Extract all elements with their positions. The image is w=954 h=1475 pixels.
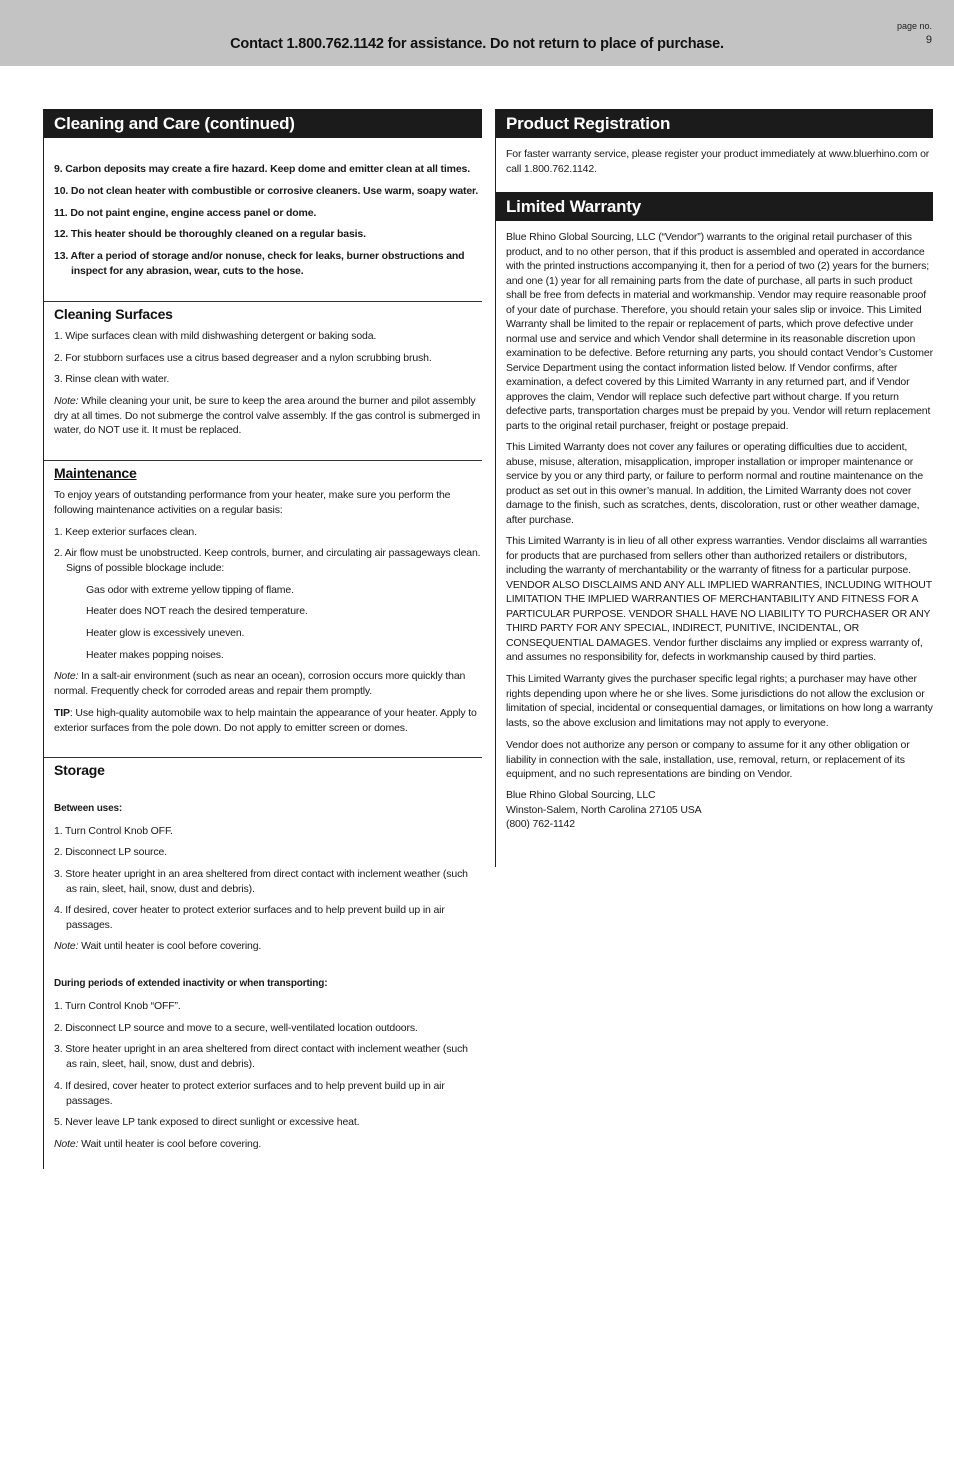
warranty-paragraph-5: Vendor does not authorize any person or company to assume for it any other obligation or liability in connection with the sale, installation, use, removal, return, or replacement of its equipment, and no such representations are binding on Vendor.: [506, 739, 910, 780]
between-step-1: 1. Turn Control Knob OFF.: [54, 825, 173, 837]
maintenance-step-2: 2. Air flow must be unobstructed. Keep controls, burner, and circulating air passageways clean. Signs of possible blockage include:: [54, 547, 481, 574]
left-column: [43, 109, 482, 1169]
maintenance-note: [54, 669, 476, 698]
note-text: In a salt-air environment (such as near an ocean), corrosion occurs more quickly than normal. Frequently check for corroded areas and repair them promptly.: [54, 670, 466, 697]
extended-inactivity-label: During periods of extended inactivity or when transporting:: [54, 978, 328, 989]
care-item-9: 9. Carbon deposits may create a fire hazard. Keep dome and emitter clean at all times.: [54, 163, 471, 175]
maintenance-intro: To enjoy years of outstanding performance from your heater, make sure you perform the following maintenance activities on a regular basis:: [54, 489, 451, 516]
care-item-10: 10. Do not clean heater with combustible or corrosive cleaners. Use warm, soapy water.: [54, 185, 479, 197]
maintenance-step-1: 1. Keep exterior surfaces clean.: [54, 526, 197, 538]
note-label: Note:: [54, 940, 79, 952]
page-number: 9: [925, 34, 932, 46]
care-item-11: 11. Do not paint engine, engine access panel or dome.: [54, 207, 317, 219]
care-item-13: 13. After a period of storage and/or nonuse, check for leaks, burner obstructions and inspect for any abrasion, wear, cuts to the hose.: [54, 250, 465, 277]
vendor-phone: (800) 762-1142: [506, 818, 575, 830]
extended-note: [54, 1137, 482, 1152]
note-text: Wait until heater is cool before covering.: [78, 940, 262, 952]
cleaning-surfaces-section: [44, 301, 482, 326]
warranty-paragraph-1: Blue Rhino Global Sourcing, LLC (“Vendor”) warrants to the original retail purchaser of this product, and to no other person, that if this product is assembled and operated in accordance with the printed instructions accompanying it, then for a period of two (2) years for the burners; and one (1) year for all remaining parts from the date of purchase, all parts in such product shall be free from defects in material and workmanship. Vendor may require reasonable proof of your date of purchase. Therefore, you should retain your sales slip or invoice. This Limited Warranty shall be limited to the repair or replacement of parts, which prove defective under normal use and service and which Vendor shall determine in its reasonable discretion upon examination to be defective. Before returning any parts, you should contact Vendor’s Customer Service Department using the contact information listed below. If Vendor confirms, after examination, a defect covered by this Limited Warranty in any returned part, and if Vendor approves the claim, Vendor will replace such defective part without charge. If you return defective parts, transportation charges must be prepaid by you. Vendor will return replacement parts to the original retail purchaser, freight or postage prepaid.: [506, 231, 933, 432]
right-column: [495, 109, 933, 867]
note-text: While cleaning your unit, be sure to keep the area around the burner and pilot assembly dry at all times. Do not submerge the control valve assembly. If the gas control is submerged in water, do NOT use it. It must be replaced.: [54, 395, 481, 436]
cleaning-surfaces-heading: Cleaning Surfaces: [44, 301, 482, 326]
extended-step-5: 5. Never leave LP tank exposed to direct sunlight or excessive heat.: [54, 1116, 360, 1128]
blockage-sign-4: Heater makes popping noises.: [86, 649, 224, 661]
between-uses-label: Between uses:: [54, 803, 123, 814]
cleaning-step-2: 2. For stubborn surfaces use a citrus based degreaser and a nylon scrubbing brush.: [54, 352, 432, 364]
note-label: Note:: [54, 1138, 79, 1150]
blockage-sign-1: Gas odor with extreme yellow tipping of flame.: [86, 584, 294, 596]
between-step-2: 2. Disconnect LP source.: [54, 846, 167, 858]
extended-step-4: 4. If desired, cover heater to protect exterior surfaces and to help prevent build up in air passages.: [54, 1080, 445, 1107]
storage-section: [44, 757, 482, 782]
limited-warranty-section: [496, 192, 933, 221]
between-step-4: 4. If desired, cover heater to protect exterior surfaces and to help prevent build up in air passages.: [54, 904, 445, 931]
extended-step-1: 1. Turn Control Knob “OFF”.: [54, 1000, 181, 1012]
tip-label: TIP: [54, 707, 70, 719]
tip-text: : Use high-quality automobile wax to help maintain the appearance of your heater. Apply to exterior surfaces from the pole down. Do not apply to emitter screen or domes.: [54, 707, 477, 734]
vendor-address-line-2: Winston-Salem, North Carolina 27105 USA: [506, 804, 702, 816]
maintenance-tip: [54, 706, 482, 735]
warranty-paragraph-3: This Limited Warranty is in lieu of all other express warranties. Vendor disclaims all warranties for products that are purchased from sellers other than authorized retailers or distributors, including the warranty of merchantability or the warranty of fitness for a particular purpose. VENDOR ALSO DISCLAIMS AND ANY ALL IMPLIED WARRANTIES, INCLUDING WITHOUT LIMITATION THE IMPLIED WARRANTIES OF MERCHANTABILITY AND FITNESS FOR A PARTICULAR PURPOSE. VENDOR SHALL HAVE NO LIABILITY TO PURCHASER OR ANY THIRD PARTY FOR ANY SPECIAL, INDIRECT, PUNITIVE, INCIDENTAL, OR CONSEQUENTIAL DAMAGES. Vendor further disclaims any implied or express warranty of, and assumes no responsibility for, defects in workmanship caused by third parties.: [506, 535, 932, 663]
storage-heading: Storage: [44, 757, 482, 782]
warranty-paragraph-4: This Limited Warranty gives the purchaser specific legal rights; a purchaser may have other rights depending upon where he or she lives. Some jurisdictions do not allow the exclusion or limitation of special, incidental or consequential damages, or limitations on how long a warranty lasts, so the above exclusion and limitations may not apply to everyone.: [506, 673, 933, 729]
header-bar: [0, 0, 954, 66]
cleaning-care-heading: Cleaning and Care (continued): [44, 109, 482, 138]
product-registration-heading: Product Registration: [496, 109, 933, 138]
note-text: Wait until heater is cool before covering.: [78, 1138, 262, 1150]
between-note: [54, 939, 482, 954]
cleaning-step-1: 1. Wipe surfaces clean with mild dishwashing detergent or baking soda.: [54, 330, 377, 342]
cleaning-note: [54, 394, 482, 438]
between-step-3: 3. Store heater upright in an area sheltered from direct contact with inclement weather (such as rain, sleet, hail, snow, dust and debris).: [54, 868, 468, 895]
limited-warranty-heading: Limited Warranty: [496, 192, 933, 221]
vendor-address-line-1: Blue Rhino Global Sourcing, LLC: [506, 789, 656, 801]
registration-text: For faster warranty service, please register your product immediately at www.bluerhino.com or call 1.800.762.1142.: [506, 148, 930, 175]
contact-banner: Contact 1.800.762.1142 for assistance. Do not return to place of purchase.: [230, 36, 724, 52]
maintenance-section: [44, 460, 482, 485]
note-label: Note:: [54, 670, 79, 682]
extended-step-2: 2. Disconnect LP source and move to a secure, well-ventilated location outdoors.: [54, 1022, 418, 1034]
page-number-label: page no.: [896, 21, 932, 31]
cleaning-step-3: 3. Rinse clean with water.: [54, 373, 170, 385]
note-label: Note:: [54, 395, 79, 407]
warranty-paragraph-2: This Limited Warranty does not cover any failures or operating difficulties due to accident, abuse, misuse, alteration, misapplication, improper installation or improper maintenance or service by you or any third party, or failure to perform normal and routine maintenance on the product as set out in this owner’s manual. In addition, the Limited Warranty does not cover damage to the finish, such as scratches, dents, discoloration, rust or other weather damage, after purchase.: [506, 441, 924, 526]
care-item-12: 12. This heater should be thoroughly cleaned on a regular basis.: [54, 228, 366, 240]
blockage-sign-3: Heater glow is excessively uneven.: [86, 627, 245, 639]
blockage-sign-2: Heater does NOT reach the desired temperature.: [86, 605, 308, 617]
extended-step-3: 3. Store heater upright in an area sheltered from direct contact with inclement weather (such as rain, sleet, hail, snow, dust and debris).: [54, 1043, 468, 1070]
maintenance-heading: Maintenance: [54, 465, 137, 481]
